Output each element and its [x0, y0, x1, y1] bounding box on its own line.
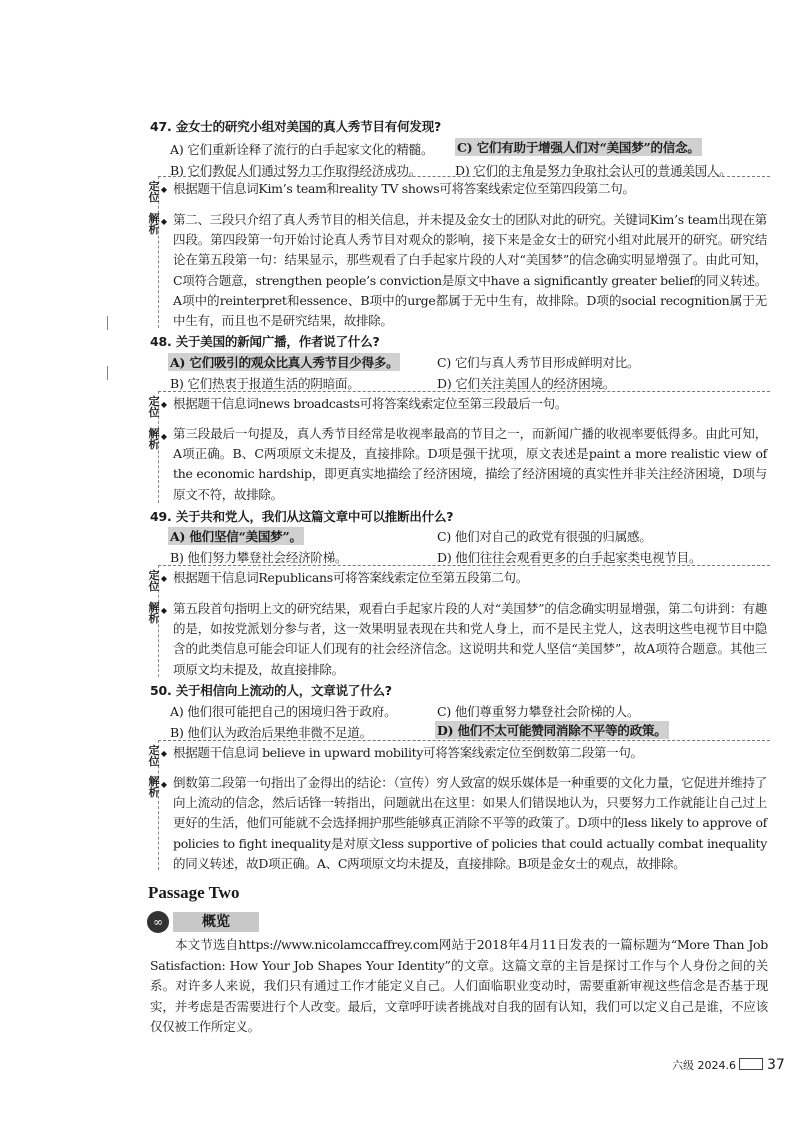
q49-analysis-text: 第五段首句指明上文的研究结果，观看白手起家片段的人对“美国梦”的信念确实明显增强，第二句讲到：有趣的是，如按党派划分参与者，这一效果明显表现在共和党人身上，而不是民主党人，这表明这些电视节目中隐含的此类信息可能会印证人们现有的社会经济信念。这说明共和党人坚信“美国梦”，故A项符合题意。其他三项原文均未提及，故直接排除。 — [173, 601, 767, 677]
q49-option-c: C) 他们对自己的政党有很强的归属感。 — [437, 529, 652, 544]
q50-option-d-answer: D) 他们不太可能赞同消除不平等的政策。 — [437, 723, 667, 738]
question-50: 50. 关于相信向上流动的人，文章说了什么? — [150, 683, 392, 698]
q48-analysis-text: 第三段最后一句提及，真人秀节目经常是收视率最高的节目之一，而新闻广播的收视率要低得多。由此可知，A项正确。B、C两项原文未提及，直接排除。D项是强干扰项，原文表述是paint a more realistic view of the economic hardship，即更真实地描绘了经济困境，描绘了经济困境的真实性并非关注经济困境，D项与原文不符，故排除。 — [173, 426, 767, 502]
overview-badge — [147, 911, 263, 933]
passage-intro: 本文节选自https://www.nicolamccaffrey.com网站于2018年4月11日发表的一篇标题为“More Than Job Satisfaction: How Your Job Shapes Your Identity”的文章。这篇文章的主旨是探讨工作与个人身份之间的关系。对许多人来说，我们只有通过工作才能定义自己。人们面临职业变动时，需要重新审视这些信念是否基于现实，并考虑是否需要进行个人改变。最后，文章呼吁读者挑战对自我的固有认知，我们可以定义自己是谁，不应该仅仅被工作所定义。 — [150, 937, 768, 1034]
q47-locate-text: 根据题干信息词Kim’s team和reality TV shows可将答案线索定位至第四段第二句。 — [173, 181, 635, 196]
divider — [158, 391, 770, 392]
q47-analysis-text: 第二、三段只介绍了真人秀节目的相关信息，并未提及金女士的团队对此的研究。关键词Kim’s team出现在第四段。第四段第一句开始讨论真人秀节目对观众的影响，接下来是金女士的研究小组对此展开的研究。研究结论在第五段第一句：结果显示，那些观看了白手起家片段的人对“美国梦”的信念确实明显增强了。由此可知，C项符合题意，strengthen people’s conviction是原文中have a significantly greater belief的同义转述。A项中的reinterpret和essence、B项中的urge都属于无中生有，故排除。D项的social recognition属于无中生有，而且也不是研究结果，故排除。 — [173, 212, 767, 329]
question-48: 48. 关于美国的新闻广播，作者说了什么? — [150, 334, 380, 349]
q49-locate-text: 根据题干信息词Republicans可将答案线索定位至第五段第二句。 — [173, 570, 529, 585]
page-number: 37 — [767, 1057, 785, 1073]
passage-two-title: Passage Two — [148, 883, 240, 902]
q49-option-a-answer: A) 他们坚信“美国梦”。 — [170, 529, 302, 544]
question-49: 49. 关于共和党人，我们从这篇文章中可以推断出什么? — [150, 509, 454, 524]
page-footer — [672, 1057, 785, 1073]
q47-option-c-answer: C) 它们有助于增强人们对“美国梦”的信念。 — [457, 140, 700, 155]
q49-option-d: D) 他们往往会观看更多的白手起家类电视节目。 — [437, 550, 702, 565]
divider — [158, 740, 770, 741]
q50-option-c: C) 他们尊重努力攀登社会阶梯的人。 — [437, 704, 640, 719]
divider — [158, 565, 770, 566]
margin-mark — [107, 316, 108, 330]
locate-tag: 定 位 ◆ — [148, 395, 167, 419]
q50-analysis-text: 倒数第二段第一句指出了金得出的结论：（宣传）穷人致富的娱乐媒体是一种重要的文化力量，它促进并维持了向上流动的信念，然后话锋一转指出，问题就出在这里：如果人们错误地认为，只要努力工作就能让自己过上更好的生活，他们可能就不会选择拥护那些能够真正消除不平等的政策了。D项中的less likely to approve of policies to fight inequality是对原文less supportive of policies that could actually combat inequality的同义转述，故D项正确。A、C两项原文均未提及，直接排除。B项是金女士的观点，故排除。 — [173, 775, 767, 871]
divider — [158, 176, 770, 177]
analysis-tag: 解 析 ◆ — [148, 212, 167, 236]
analysis-tag: 解 析 ◆ — [148, 601, 167, 625]
journal-label: 六级 2024.6 — [672, 1059, 736, 1072]
infinity-icon: ∞ — [147, 911, 169, 933]
overview-label: 概览 — [173, 912, 259, 932]
q48-locate-text: 根据题干信息词news broadcasts可将答案线索定位至第三段最后一句。 — [173, 396, 568, 411]
q47-option-d: D) 它们的主角是努力争取社会认可的普通美国人。 — [455, 163, 732, 178]
logo-box — [739, 1058, 763, 1070]
q50-locate-text: 根据题干信息词 believe in upward mobility可将答案线索定位至倒数第二段第一句。 — [173, 745, 643, 760]
q47-option-a: A) 它们重新诠释了流行的白手起家文化的精髓。 — [170, 142, 434, 157]
q48-option-d: D) 它们关注美国人的经济困境。 — [437, 376, 616, 391]
q48-option-c: C) 它们与真人秀节目形成鲜明对比。 — [437, 355, 640, 370]
q49-option-b: B) 他们努力攀登社会经济阶梯。 — [170, 550, 348, 565]
q47-option-b: B) 它们教促人们通过努力工作取得经济成功。 — [170, 163, 422, 178]
question-47: 47. 金女士的研究小组对美国的真人秀节目有何发现? — [150, 119, 442, 134]
q50-option-b: B) 他们认为政治后果绝非微不足道。 — [170, 725, 372, 740]
locate-tag: 定 位 ◆ — [148, 744, 167, 768]
q48-option-b: B) 它们热衷于报道生活的阴暗面。 — [170, 376, 360, 391]
locate-tag: 定 位 ◆ — [148, 180, 167, 204]
analysis-tag: 解 析 ◆ — [148, 427, 167, 451]
margin-mark — [107, 366, 108, 380]
q50-option-a: A) 他们很可能把自己的困境归咎于政府。 — [170, 704, 397, 719]
locate-tag: 定 位 ◆ — [148, 569, 167, 593]
q48-option-a-answer: A) 它们吸引的观众比真人秀节目少得多。 — [170, 355, 399, 370]
analysis-tag: 解 析 ◆ — [148, 775, 167, 799]
